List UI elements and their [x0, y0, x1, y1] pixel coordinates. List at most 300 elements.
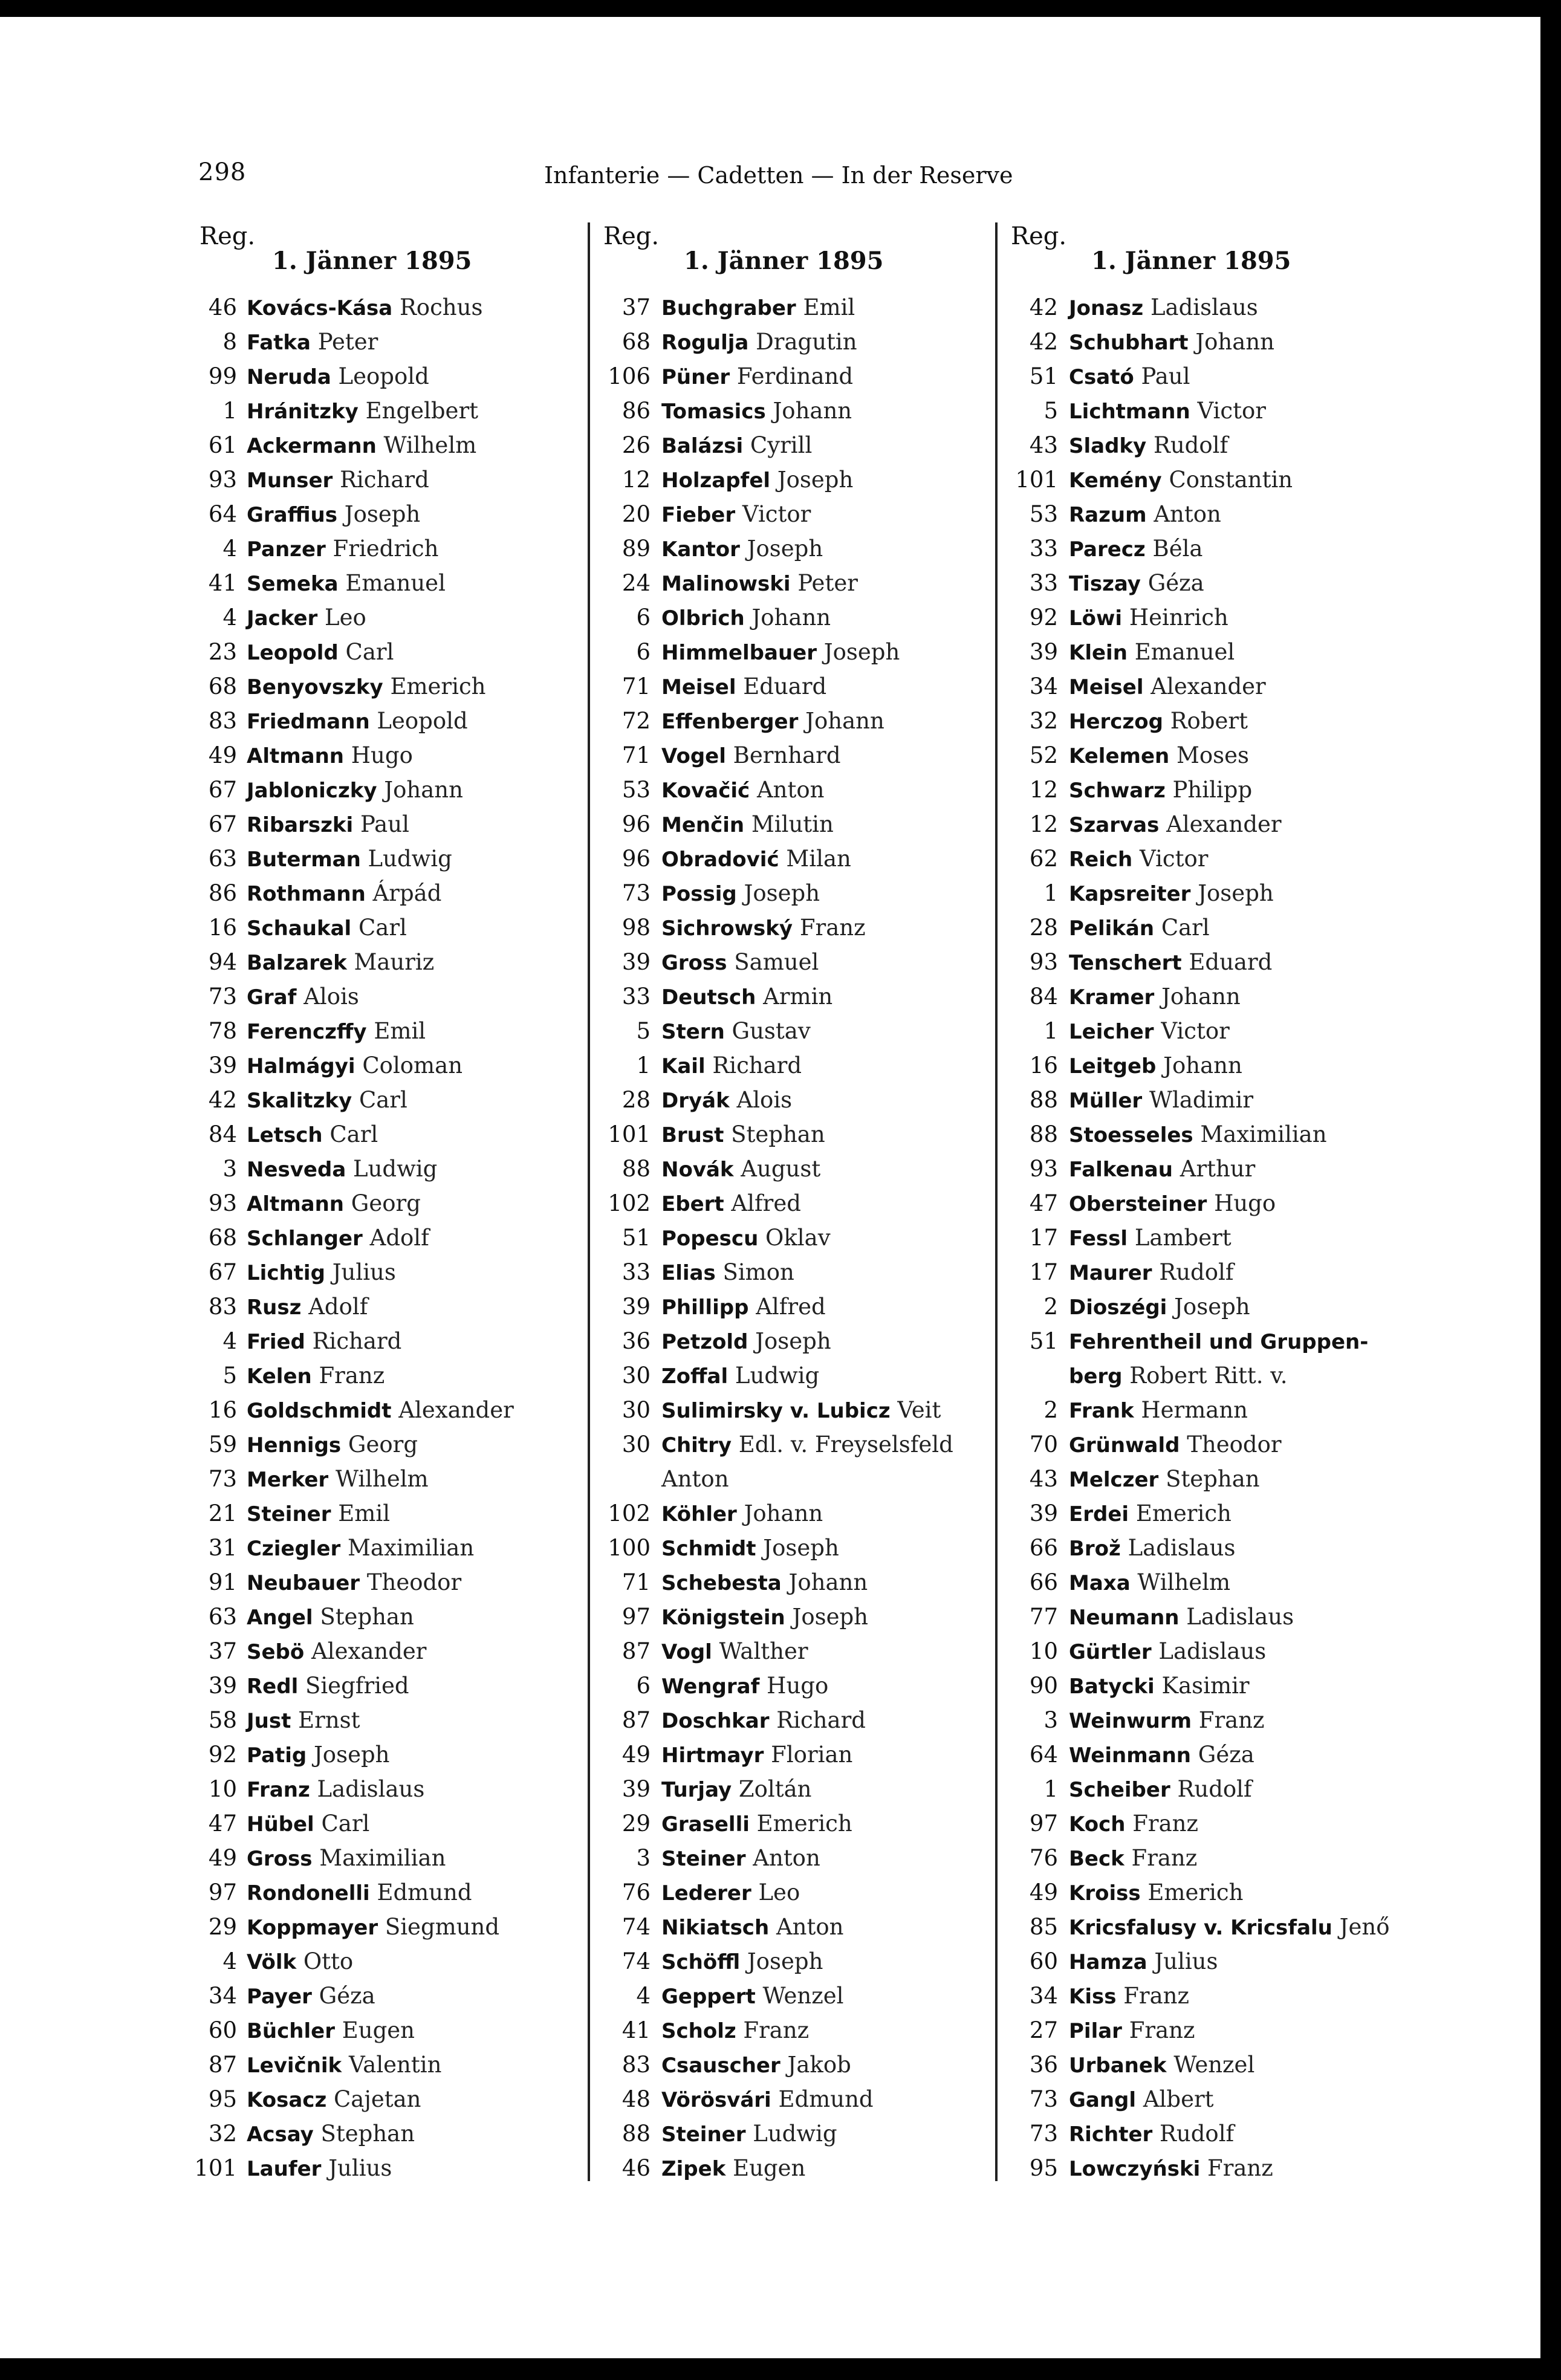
list-item — [590, 531, 1013, 566]
cadet-name — [1069, 428, 1228, 464]
regiment-number: 39 — [621, 1776, 651, 1802]
list-item — [590, 1393, 1013, 1427]
cadet-name — [247, 2048, 441, 2083]
surname: Koppmayer — [247, 1916, 378, 1940]
given-name: Wilhelm — [383, 432, 477, 458]
surname: Meisel — [661, 675, 736, 699]
surname: Fieber — [661, 503, 736, 527]
regiment-number: 39 — [208, 1052, 237, 1078]
surname: Stoesseles — [1069, 1123, 1193, 1147]
given-name: Johann — [1163, 1052, 1242, 1078]
list-item — [590, 2013, 1013, 2048]
list-item — [181, 807, 605, 841]
list-item — [590, 1531, 1013, 1565]
list-item — [590, 738, 1013, 773]
surname: Leitgeb — [1069, 1054, 1157, 1078]
given-name: Emerich — [756, 1811, 852, 1837]
given-name: Franz — [1132, 1811, 1198, 1837]
cadet-name — [1069, 1668, 1250, 1704]
cadet-name — [247, 1910, 499, 1945]
regiment-number: 39 — [1029, 639, 1058, 665]
cadet-name — [1069, 876, 1274, 912]
list-item — [181, 359, 605, 394]
surname: Turjay — [661, 1778, 732, 1802]
surname: Jabloniczky — [247, 779, 377, 803]
given-name: Ladislaus — [1186, 1604, 1294, 1630]
cadet-name — [661, 669, 826, 705]
list-item — [998, 1668, 1421, 1703]
regiment-number: 29 — [208, 1914, 237, 1940]
list-item — [181, 635, 605, 669]
list-item — [181, 1496, 605, 1531]
given-name: Victor — [1140, 846, 1209, 872]
regiment-number: 67 — [208, 777, 237, 803]
given-name: Eugen — [342, 2017, 415, 2043]
surname: Buterman — [247, 848, 361, 872]
regiment-number: 92 — [1029, 605, 1058, 631]
list-item — [998, 2116, 1421, 2151]
list-item — [181, 2048, 605, 2082]
regiment-number: 71 — [621, 1569, 651, 1595]
given-name: Mauriz — [354, 949, 435, 975]
cadet-name — [1069, 497, 1221, 533]
given-name: Zoltán — [738, 1776, 812, 1802]
given-name: Wilhelm — [1137, 1569, 1231, 1595]
regiment-number: 95 — [208, 2086, 237, 2112]
given-name: Leopold — [377, 708, 468, 734]
given-name: Johann — [805, 708, 884, 734]
surname: Jonasz — [1069, 296, 1144, 320]
list-item — [590, 290, 1013, 325]
cadet-name — [661, 1255, 794, 1291]
surname: Klein — [1069, 641, 1128, 665]
given-name: Arthur — [1180, 1156, 1256, 1182]
given-name: Ludwig — [368, 846, 452, 872]
surname: Reich — [1069, 848, 1133, 872]
cadet-name — [247, 1806, 369, 1842]
regiment-number: 1 — [1043, 1776, 1058, 1802]
cadet-name — [247, 1186, 421, 1222]
given-name: Stephan — [731, 1121, 825, 1147]
given-name: Hugo — [351, 742, 413, 768]
cadet-name — [661, 1014, 811, 1049]
given-name: Hermann — [1141, 1397, 1248, 1423]
cadet-name — [661, 394, 852, 429]
cadet-name — [1069, 1841, 1197, 1876]
cadet-name — [661, 1324, 831, 1360]
regiment-number: 23 — [208, 639, 237, 665]
surname: Kricsfalusy v. Kricsfalu — [1069, 1916, 1332, 1940]
surname: Fatka — [247, 331, 311, 355]
regiment-number: 33 — [1029, 570, 1058, 596]
regiment-number: 95 — [1029, 2155, 1058, 2181]
regiment-number: 43 — [1029, 432, 1058, 458]
given-name: Armin — [763, 984, 833, 1010]
surname: Kapsreiter — [1069, 882, 1191, 906]
list-item — [590, 1600, 1013, 1634]
cadet-name — [661, 1152, 820, 1187]
cadet-name — [1069, 1703, 1265, 1739]
regiment-number: 37 — [208, 1638, 237, 1664]
regiment-number: 33 — [621, 984, 651, 1010]
given-name: Emanuel — [1134, 639, 1235, 665]
surname: Halmágyi — [247, 1054, 355, 1078]
surname: Nesveda — [247, 1158, 346, 1182]
column-date: 1. Jänner 1895 — [1091, 247, 1291, 275]
regiment-number: 1 — [1043, 880, 1058, 906]
cadet-name — [247, 428, 476, 464]
list-item — [181, 290, 605, 325]
cadet-name — [661, 1117, 825, 1153]
given-name: Franz — [319, 1363, 385, 1389]
list-item — [181, 738, 605, 773]
cadet-name — [1069, 1944, 1218, 1980]
surname: Effenberger — [661, 710, 799, 734]
given-name: Anton — [753, 1845, 820, 1871]
list-item — [590, 1324, 1013, 1358]
surname: Payer — [247, 1985, 312, 2009]
regiment-number: 71 — [621, 742, 651, 768]
regiment-number: 96 — [621, 811, 651, 837]
cadet-name — [661, 1186, 801, 1222]
list-item — [181, 1393, 605, 1427]
surname: Schebesta — [661, 1571, 782, 1595]
regiment-number: 86 — [621, 398, 651, 424]
cadet-name — [247, 1462, 429, 1497]
list-item — [590, 704, 1013, 738]
list-item — [998, 1358, 1421, 1393]
regiment-number: 4 — [636, 1983, 651, 2009]
regiment-number: 77 — [1029, 1604, 1058, 1630]
given-name: Carl — [345, 639, 394, 665]
given-name: Carl — [359, 1087, 407, 1113]
list-item — [590, 1634, 1013, 1668]
list-item — [998, 1841, 1421, 1875]
cadet-name — [247, 2013, 415, 2049]
surname: Sulimirsky v. Lubicz — [661, 1399, 891, 1423]
surname: Maurer — [1069, 1261, 1152, 1285]
list-item — [181, 910, 605, 945]
list-item — [181, 428, 605, 462]
regiment-number: 51 — [1029, 1328, 1058, 1354]
list-item — [998, 945, 1421, 979]
cadet-name — [661, 1910, 843, 1945]
cadet-name — [247, 945, 434, 981]
list-item — [590, 2116, 1013, 2151]
list-item — [590, 2151, 1013, 2185]
regiment-number: 100 — [608, 1535, 651, 1561]
list-item — [998, 1221, 1421, 1255]
given-name: Victor — [1197, 398, 1266, 424]
cadet-name — [247, 841, 452, 877]
surname: Elias — [661, 1261, 716, 1285]
cadet-name — [247, 600, 366, 636]
regiment-number: 93 — [208, 1190, 237, 1216]
cadet-name — [661, 1634, 808, 1670]
regiment-number: 76 — [1029, 1845, 1058, 1871]
surname: Kovačić — [661, 779, 750, 803]
list-item — [998, 1806, 1421, 1841]
given-name: Leopold — [338, 363, 429, 389]
surname: Löwi — [1069, 606, 1123, 631]
cadet-name — [247, 1083, 407, 1118]
cadet-name — [1069, 910, 1210, 946]
regiment-number: 88 — [1029, 1087, 1058, 1113]
given-name: Jenő — [1339, 1914, 1390, 1940]
given-name: Julius — [1154, 1948, 1218, 1974]
given-name: Franz — [743, 2017, 810, 2043]
cadet-name — [1069, 2013, 1195, 2049]
cadet-name — [661, 910, 866, 946]
surname: Richter — [1069, 2122, 1153, 2147]
regiment-number: 88 — [1029, 1121, 1058, 1147]
regiment-number: 92 — [208, 1742, 237, 1768]
regiment-number: 99 — [208, 363, 237, 389]
regiment-number: 64 — [1029, 1742, 1058, 1768]
list-item — [181, 1806, 605, 1841]
given-name: Constantin — [1169, 467, 1293, 493]
cadet-name — [1069, 1083, 1253, 1118]
given-name: Florian — [771, 1742, 853, 1768]
given-name: Franz — [1207, 2155, 1273, 2181]
surname: Himmelbauer — [661, 641, 817, 665]
regiment-number: 41 — [208, 570, 237, 596]
column-date: 1. Jänner 1895 — [272, 247, 472, 275]
regiment-number: 32 — [208, 2121, 237, 2147]
list-item — [590, 1014, 1013, 1048]
surname: Erdei — [1069, 1502, 1129, 1526]
page-header — [193, 158, 1040, 195]
given-name: Philipp — [1172, 777, 1253, 803]
regiment-number: 73 — [208, 984, 237, 1010]
list-item — [590, 1703, 1013, 1737]
list-item — [590, 1048, 1013, 1083]
given-name: Johann — [751, 605, 831, 631]
list-item — [998, 2048, 1421, 2082]
cadet-name — [1069, 1014, 1230, 1049]
list-item — [998, 1565, 1421, 1600]
list-item — [181, 1772, 605, 1806]
surname: Köhler — [661, 1502, 737, 1526]
cadet-name — [247, 2082, 421, 2118]
cadet-name — [661, 1496, 823, 1532]
list-item — [998, 635, 1421, 669]
surname: Buchgraber — [661, 296, 796, 320]
given-name: Carl — [358, 915, 407, 941]
regiment-number: 4 — [222, 605, 237, 631]
cadet-name — [247, 2151, 392, 2187]
cadet-name — [661, 462, 853, 498]
list-item — [181, 1565, 605, 1600]
surname: Scholz — [661, 2019, 736, 2043]
cadet-name — [661, 2151, 805, 2187]
list-item — [181, 1358, 605, 1393]
surname: Obersteiner — [1069, 1192, 1207, 1216]
regiment-number: 66 — [1029, 1535, 1058, 1561]
surname: Fehrentheil und Gruppen- — [1069, 1330, 1369, 1354]
cadet-name — [1069, 1910, 1390, 1945]
list-item — [590, 2082, 1013, 2116]
cadet-name — [1069, 669, 1266, 705]
surname: Püner — [661, 365, 730, 389]
list-item — [998, 1772, 1421, 1806]
cadet-name — [1069, 1531, 1235, 1566]
given-name: Rudolf — [1153, 432, 1228, 458]
regiment-number: 97 — [1029, 1811, 1058, 1837]
cadet-name — [247, 1531, 474, 1566]
cadet-name — [661, 704, 884, 739]
cadet-name — [661, 2116, 837, 2152]
given-name: Eugen — [733, 2155, 806, 2181]
surname: Meisel — [1069, 675, 1144, 699]
list-item — [590, 1496, 1013, 1531]
given-name: Anton — [1154, 501, 1221, 527]
surname: Kemény — [1069, 469, 1162, 493]
given-name: Valentin — [348, 2052, 442, 2078]
regiment-number: 62 — [1029, 846, 1058, 872]
cadet-name — [661, 290, 855, 326]
regiment-number: 89 — [621, 536, 651, 562]
list-item — [181, 497, 605, 531]
cadet-name — [1069, 1221, 1232, 1256]
surname: Dryák — [661, 1089, 730, 1113]
surname: Frank — [1069, 1399, 1134, 1423]
cadet-name — [247, 1014, 426, 1049]
surname: Graf — [247, 985, 297, 1010]
cadet-name — [1069, 1358, 1288, 1394]
regiment-number: 29 — [621, 1811, 651, 1837]
regiment-number: 101 — [1015, 467, 1058, 493]
list-item — [998, 290, 1421, 325]
regiment-number: 60 — [1029, 1948, 1058, 1974]
cadet-name — [1069, 841, 1209, 877]
regiment-number: 6 — [636, 1673, 651, 1699]
list-item — [590, 841, 1013, 876]
surname: Fried — [247, 1330, 305, 1354]
list-item — [998, 876, 1421, 910]
page-number: 298 — [198, 158, 247, 186]
regiment-number: 10 — [208, 1776, 237, 1802]
cadet-name — [1069, 807, 1282, 843]
surname: Ackermann — [247, 434, 377, 458]
regiment-number: 20 — [621, 501, 651, 527]
surname: Gross — [247, 1847, 313, 1871]
regiment-number: 73 — [1029, 2086, 1058, 2112]
cadet-name — [1069, 1152, 1255, 1187]
list-item — [998, 1393, 1421, 1427]
surname: Lederer — [661, 1881, 751, 1905]
regiment-number: 2 — [1043, 1397, 1058, 1423]
cadet-name — [661, 1358, 819, 1394]
regiment-number: 94 — [208, 949, 237, 975]
list-item — [998, 1152, 1421, 1186]
list-item — [181, 1186, 605, 1221]
cadet-name — [661, 945, 819, 981]
given-name: Géza — [319, 1983, 375, 2009]
surname: Lichtig — [247, 1261, 325, 1285]
surname: Neubauer — [247, 1571, 360, 1595]
surname: Steiner — [247, 1502, 331, 1526]
list-item — [590, 945, 1013, 979]
entry-list — [590, 290, 1013, 2185]
list-item — [181, 1255, 605, 1289]
cadet-name — [1069, 1737, 1254, 1773]
cadet-name — [1069, 1600, 1294, 1635]
given-name: Stephan — [320, 2121, 415, 2147]
cadet-name — [1069, 635, 1235, 670]
list-item — [998, 1186, 1421, 1221]
regiment-number: 60 — [208, 2017, 237, 2043]
surname: Menčin — [661, 813, 745, 837]
surname: Kiss — [1069, 1985, 1117, 2009]
list-item — [590, 566, 1013, 600]
surname: Brož — [1069, 1537, 1121, 1561]
surname: Zipek — [661, 2157, 726, 2181]
surname: Panzer — [247, 537, 326, 562]
surname: Vogel — [661, 744, 726, 768]
cadet-name — [247, 1703, 360, 1739]
surname: Hránitzky — [247, 400, 359, 424]
given-name: Rudolf — [1159, 1259, 1234, 1285]
list-item — [590, 1186, 1013, 1221]
regiment-number: 83 — [208, 1294, 237, 1320]
list-item — [998, 1531, 1421, 1565]
list-item — [181, 1427, 605, 1462]
given-name: Victor — [742, 501, 811, 527]
cadet-name — [661, 2013, 809, 2049]
cadet-name — [661, 635, 900, 670]
surname: Weinmann — [1069, 1743, 1191, 1768]
given-name: Richard — [712, 1052, 802, 1078]
cadet-name — [247, 807, 409, 843]
regiment-number: 91 — [208, 1569, 237, 1595]
surname: Skalitzky — [247, 1089, 352, 1113]
regiment-number: 47 — [208, 1811, 237, 1837]
list-item — [590, 1979, 1013, 2013]
cadet-name — [1069, 2082, 1214, 2118]
regiment-number: 39 — [1029, 1500, 1058, 1526]
regiment-number: 28 — [1029, 915, 1058, 941]
list-item — [590, 910, 1013, 945]
given-name: Carl — [1161, 915, 1210, 941]
cadet-name — [247, 1289, 368, 1325]
cadet-name — [247, 2116, 415, 2152]
regiment-number: 74 — [621, 1914, 651, 1940]
list-item — [181, 1841, 605, 1875]
list-item — [998, 1289, 1421, 1324]
cadet-name — [1069, 2151, 1273, 2187]
surname: Neumann — [1069, 1606, 1180, 1630]
cadet-name — [1069, 1462, 1260, 1497]
surname: Sladky — [1069, 434, 1147, 458]
regiment-number: 97 — [208, 1879, 237, 1905]
given-name: Hugo — [767, 1673, 829, 1699]
list-item — [181, 2116, 605, 2151]
cadet-name — [1069, 704, 1248, 739]
regiment-number: 73 — [1029, 2121, 1058, 2147]
regiment-number: 1 — [636, 1052, 651, 1078]
list-item — [181, 669, 605, 704]
given-name: Heinrich — [1129, 605, 1228, 631]
list-item — [181, 1048, 605, 1083]
surname: Semeka — [247, 572, 339, 596]
cadet-name — [247, 1255, 396, 1291]
surname: Altmann — [247, 744, 345, 768]
cadet-name — [1069, 462, 1293, 498]
regiment-number: 68 — [208, 1225, 237, 1251]
cadet-name — [1069, 773, 1252, 808]
surname: Tomasics — [661, 400, 766, 424]
